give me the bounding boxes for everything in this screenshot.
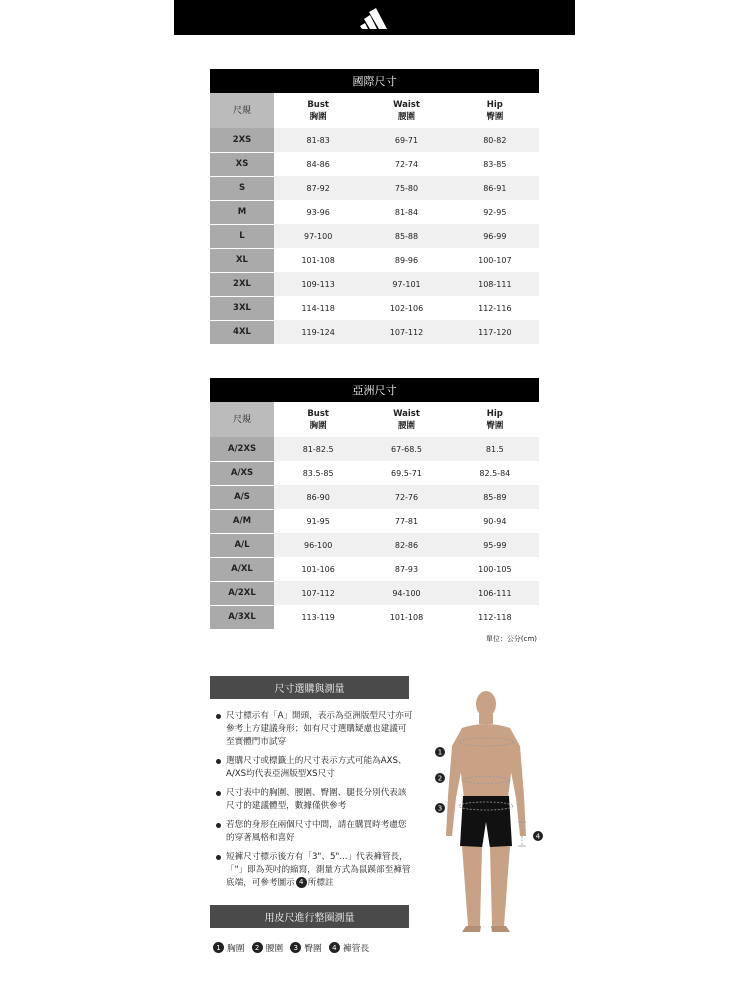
value-cell: 83-85 [451,152,539,176]
value-cell: 117-120 [451,320,539,344]
value-cell: 72-76 [362,485,450,509]
svg-text:3: 3 [437,804,443,813]
svg-text:1: 1 [437,748,443,757]
value-cell: 69-71 [362,128,450,152]
value-cell: 106-111 [451,581,539,605]
table-row [210,224,539,248]
bust-header: Bust 胸圍 [274,402,362,437]
table-row [210,437,539,461]
measurement-legend [212,941,375,954]
value-cell: 119-124 [274,320,362,344]
value-cell: 83.5-85 [274,461,362,485]
marker-1-icon [435,747,445,757]
value-cell: 97-100 [274,224,362,248]
table-row [210,605,539,629]
value-cell: 84-86 [274,152,362,176]
tape-measure-title: 用皮尺進行整圈測量 [210,905,409,928]
table-row [210,581,539,605]
guide-title: 尺寸選購與測量 [210,676,409,699]
marker-3-icon [435,803,445,813]
value-cell: 112-116 [451,296,539,320]
table-row [210,200,539,224]
size-header: 尺規 [210,93,274,128]
legend-item: 2 腰圍 [251,941,284,954]
value-cell: 82-86 [362,533,450,557]
value-cell: 69.5-71 [362,461,450,485]
international-title: 國際尺寸 [210,69,539,93]
value-cell: 77-81 [362,509,450,533]
size-cell: 2XL [210,272,274,296]
legend-item: 1 胸圍 [212,941,245,954]
body-measurement-figure [432,686,552,940]
bust-header: Bust 胸圍 [274,93,362,128]
value-cell: 87-93 [362,557,450,581]
value-cell: 108-111 [451,272,539,296]
size-cell: A/M [210,509,274,533]
value-cell: 82.5-84 [451,461,539,485]
size-header: 尺規 [210,402,274,437]
size-cell: A/L [210,533,274,557]
value-cell: 72-74 [362,152,450,176]
value-cell: 100-107 [451,248,539,272]
value-cell: 75-80 [362,176,450,200]
value-cell: 87-92 [274,176,362,200]
size-cell: A/XL [210,557,274,581]
size-cell: 3XL [210,296,274,320]
list-item: 選購尺寸或標籤上的尺寸表示方式可能為AXS、A/XS均代表亞洲版型XS尺寸 [214,755,414,781]
value-cell: 85-89 [451,485,539,509]
table-row [210,509,539,533]
value-cell: 101-108 [274,248,362,272]
svg-text:4: 4 [535,832,541,841]
list-item: 短褲尺寸標示後方有「3"、5"...」代表褲管長，「"」即為英吋的縮寫，測量方式為鼠蹊部至褲管底端，可參考圖示 4 所標註 [214,851,414,890]
unit-note: 單位：公分(cm) [485,635,537,643]
size-cell: A/S [210,485,274,509]
table-row [210,485,539,509]
value-cell: 81-84 [362,200,450,224]
marker-badge: 4 [296,877,307,888]
table-row [210,248,539,272]
table-row [210,557,539,581]
value-cell: 94-100 [362,581,450,605]
svg-text:2: 2 [437,774,443,783]
size-cell: S [210,176,274,200]
asian-size-table [210,378,539,630]
brand-header [174,0,575,35]
table-row [210,296,539,320]
value-cell: 67-68.5 [362,437,450,461]
legend-item: 3 臀圍 [289,941,322,954]
value-cell: 102-106 [362,296,450,320]
size-cell: A/2XL [210,581,274,605]
waist-header: Waist 腰圍 [362,93,450,128]
value-cell: 107-112 [274,581,362,605]
value-cell: 90-94 [451,509,539,533]
value-cell: 86-90 [274,485,362,509]
waist-header: Waist 腰圍 [362,402,450,437]
size-cell: 2XS [210,128,274,152]
size-cell: A/3XL [210,605,274,629]
size-cell: XS [210,152,274,176]
value-cell: 93-96 [274,200,362,224]
value-cell: 81-82.5 [274,437,362,461]
size-cell: M [210,200,274,224]
table-row [210,461,539,485]
international-size-table [210,69,539,345]
table-row [210,533,539,557]
value-cell: 107-112 [362,320,450,344]
value-cell: 81.5 [451,437,539,461]
hip-header: Hip 臀圍 [451,402,539,437]
list-item: 若您的身形在兩個尺寸中間，請在購買時考慮您的穿著風格和喜好 [214,819,414,845]
table-row [210,128,539,152]
value-cell: 96-99 [451,224,539,248]
guide-notes [214,710,414,896]
size-cell: XL [210,248,274,272]
size-cell: L [210,224,274,248]
value-cell: 109-113 [274,272,362,296]
value-cell: 112-118 [451,605,539,629]
value-cell: 113-119 [274,605,362,629]
table-row [210,152,539,176]
value-cell: 101-108 [362,605,450,629]
value-cell: 81-83 [274,128,362,152]
list-item: 尺寸標示有「A」開頭，表示為亞洲版型尺寸亦可參考上方建議身形；如有尺寸選購疑慮也建議可至實體門市試穿 [214,710,414,749]
adidas-logo-icon[interactable] [360,7,390,29]
size-cell: A/XS [210,461,274,485]
hip-header: Hip 臀圍 [451,93,539,128]
value-cell: 89-96 [362,248,450,272]
marker-2-icon [435,773,445,783]
value-cell: 96-100 [274,533,362,557]
value-cell: 80-82 [451,128,539,152]
table-row [210,272,539,296]
value-cell: 95-99 [451,533,539,557]
asian-title: 亞洲尺寸 [210,378,539,402]
value-cell: 100-105 [451,557,539,581]
value-cell: 92-95 [451,200,539,224]
value-cell: 85-88 [362,224,450,248]
table-row [210,320,539,344]
value-cell: 97-101 [362,272,450,296]
value-cell: 114-118 [274,296,362,320]
marker-4-icon [533,831,543,841]
size-cell: A/2XS [210,437,274,461]
value-cell: 86-91 [451,176,539,200]
value-cell: 91-95 [274,509,362,533]
size-cell: 4XL [210,320,274,344]
table-row [210,176,539,200]
value-cell: 101-106 [274,557,362,581]
list-item: 尺寸表中的胸圍、腰圍、臀圍、腿長分別代表該尺寸的建議體型，數據僅供參考 [214,787,414,813]
legend-item: 4 褲管長 [328,941,369,954]
